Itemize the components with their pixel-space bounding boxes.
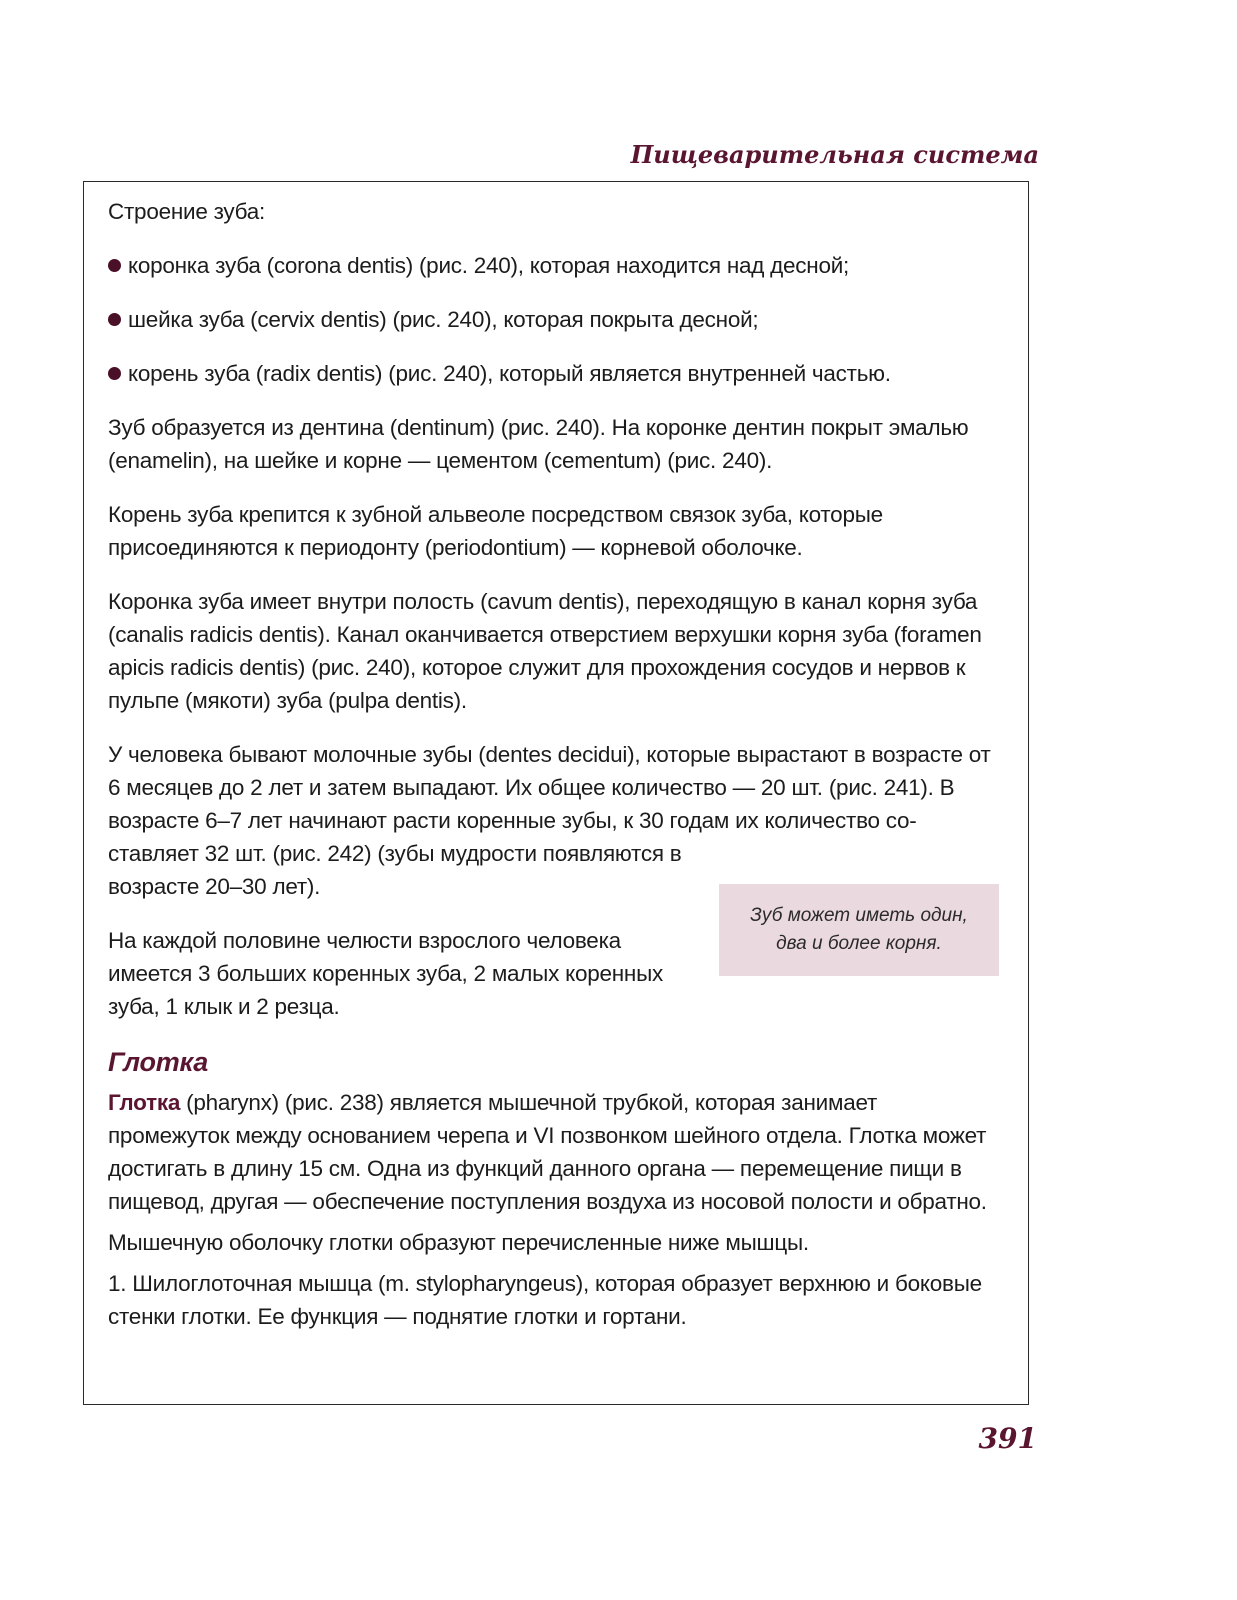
bullet-icon bbox=[108, 259, 121, 272]
paragraph-pharynx-text: (pharynx) (рис. 238) является мышечной трубкой, которая занимает промежуток между основанием черепа и VI позвонком шейного отдела. Глотка может достигать в длину 15 см. Одна из функций данного органа — перемещение пищи в пищевод, другая — обеспечение поступления воздуха из носовой полости и обратно. bbox=[108, 1090, 987, 1214]
paragraph-crown-cavity: Коронка зуба имеет внутри полость (cavum dentis), переходящую в канал корня зуба (canalis radicis dentis). Канал оканчивается отверстием верхушки корня зуба (foramen apicis radicis dentis) (рис. 240), которое служит для прохождения сосудов и нервов к пульпе (мякоти) зуба (pulpa dentis). bbox=[108, 589, 982, 713]
paragraph-milk-teeth-continued: ставляет 32 шт. (рис. 242) (зубы мудрости появляются в возрасте 20–30 лет). bbox=[108, 841, 682, 899]
tooth-structure-intro: Строение зуба: bbox=[108, 199, 266, 224]
list-item-text: корень зуба (radix dentis) (рис. 240), который является внутренней частью. bbox=[128, 361, 891, 386]
list-item-text: шейка зуба (cervix dentis) (рис. 240), которая покрыта десной; bbox=[128, 307, 759, 332]
bullet-icon bbox=[108, 367, 121, 380]
paragraph-pharynx bbox=[108, 1086, 1000, 1218]
paragraph-root: Корень зуба крепится к зубной альвеоле посредством связок зуба, которые присоединяются к периодонту (periodontium) — корневой оболочке. bbox=[108, 502, 883, 560]
list-item bbox=[108, 357, 1000, 390]
section-heading-pharynx: Глотка bbox=[108, 1047, 209, 1077]
running-title: Пищеварительная система bbox=[630, 140, 1039, 169]
paragraph-milk-teeth: У человека бывают молочные зубы (dentes decidui), которые вырастают в возрасте от 6 месяцев до 2 лет и затем выпадают. Их общее количество — 20 шт. (рис. 241). В возрасте 6–7 лет начинают расти коренные зубы, к 30 годам их количество со- bbox=[108, 742, 991, 833]
bullet-icon bbox=[108, 313, 121, 326]
list-item-stylopharyngeus: 1. Шилоглоточная мышца (m. stylopharyngeus), которая образует верхнюю и боковые стенки глотки. Ее функция — поднятие глотки и гортани. bbox=[108, 1271, 982, 1329]
paragraph-jaw-half: На каждой половине челюсти взрослого человека имеется 3 больших коренных зуба, 2 малых коренных зуба, 1 клык и 2 резца. bbox=[108, 928, 664, 1019]
paragraph-pharynx-muscles: Мышечную оболочку глотки образуют перечисленные ниже мышцы. bbox=[108, 1230, 809, 1255]
paragraph-dentin: Зуб образуется из дентина (dentinum) (рис. 240). На коронке дентин покрыт эмалью (enamelin), на шейке и корне — цементом (cementum) (рис. 240). bbox=[108, 415, 969, 473]
lead-word: Глотка bbox=[108, 1090, 181, 1115]
list-item bbox=[108, 249, 1000, 282]
sidenote-text: Зуб может иметь один, два и более корня. bbox=[750, 905, 968, 954]
list-item-text: коронка зуба (corona dentis) (рис. 240), которая находится над десной; bbox=[128, 253, 850, 278]
page-number: 391 bbox=[978, 1422, 1037, 1455]
sidenote-box bbox=[719, 884, 999, 976]
page-content bbox=[108, 195, 1000, 1341]
list-item bbox=[108, 303, 1000, 336]
